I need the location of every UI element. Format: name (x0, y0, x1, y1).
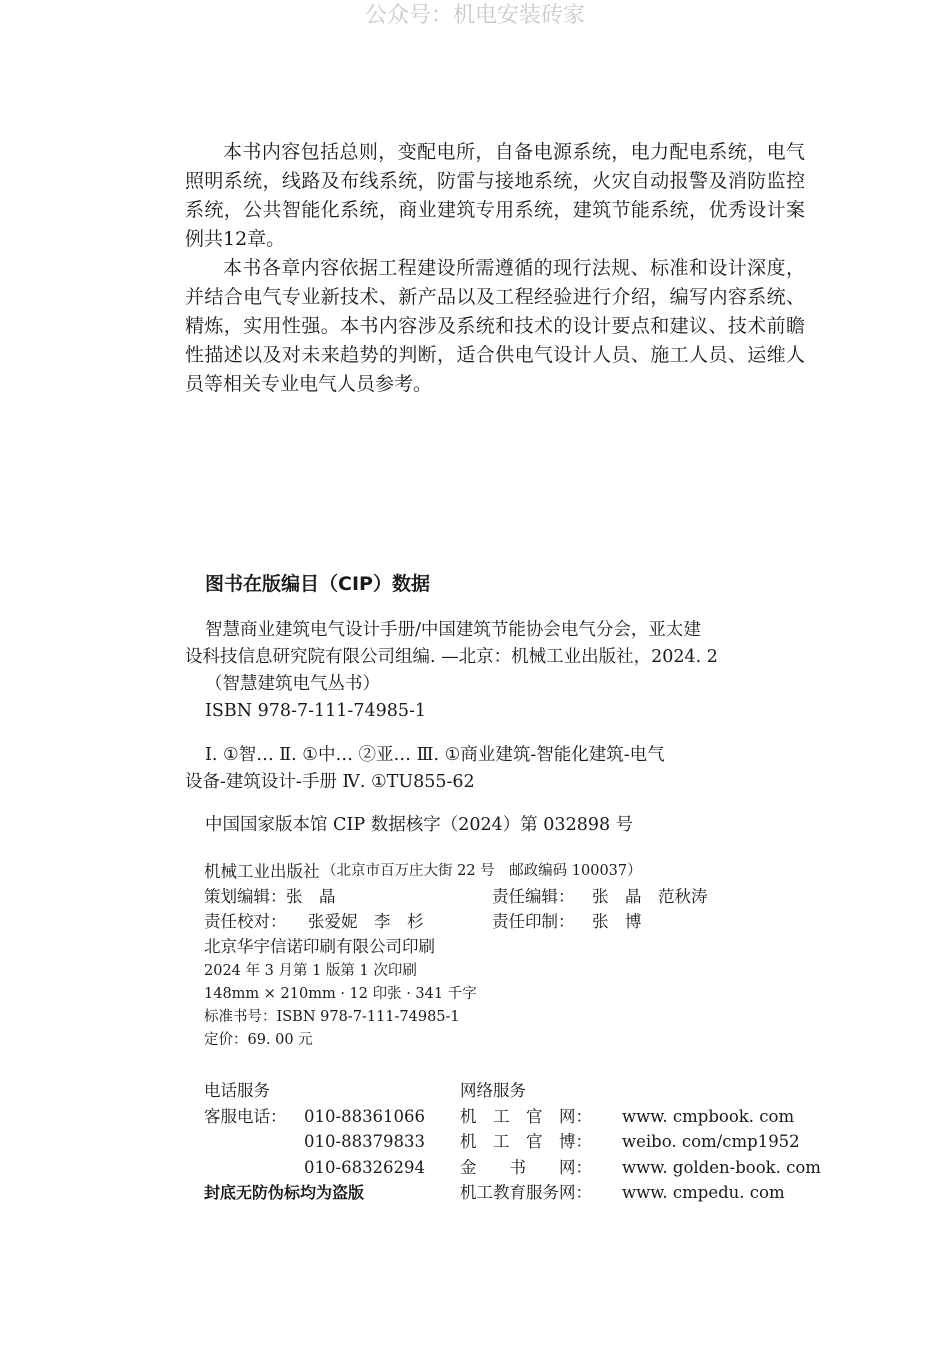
anti-piracy-notice: 封底无防伪标均为盗版 (204, 1183, 365, 1202)
standard-number-row (204, 1007, 824, 1030)
phone-label: 客服电话： (204, 1106, 287, 1126)
service-row-1 (204, 1104, 824, 1130)
phone-number-2: 010-88379833 (304, 1132, 426, 1151)
cip-record-line-2: 设科技信息研究院有限公司组编. —北京：机械工业出版社，2024. 2 (185, 647, 718, 667)
cip-number: 中国国家版本馆 CIP 数据核字（2024）第 032898 号 (205, 815, 634, 835)
network-url-2: weibo. com/cmp1952 (622, 1132, 800, 1151)
network-url-3: www. golden-book. com (622, 1157, 821, 1177)
format-row (204, 984, 824, 1007)
network-label-3: 金 书 网： (460, 1157, 592, 1177)
proofreader-row (204, 909, 824, 934)
proofreader: 张爱妮 李 杉 (308, 912, 424, 931)
phone-number-1: 010-88361066 (304, 1106, 426, 1126)
cip-title: 图书在版编目（CIP）数据 (205, 573, 430, 595)
service-row-3 (204, 1155, 824, 1181)
responsible-editor: 张 晶 范秋涛 (592, 887, 708, 906)
cip-record (185, 617, 805, 725)
network-label-4: 机工教育服务网： (460, 1183, 592, 1202)
service-row-4 (204, 1180, 824, 1206)
editor-row (204, 884, 824, 909)
cip-classification-line-1: Ⅰ. ①智… Ⅱ. ①中… ②亚… Ⅲ. ①商业建筑-智能化建筑-电气 (205, 745, 665, 765)
intro-paragraph-1: 本书内容包括总则，变配电所，自备电源系统，电力配电系统，电气照明系统，线路及布线系统，防雷与接地系统，火灾自动报警及消防监控系统，公共智能化系统，商业建筑专用系统，建筑节能系统，优秀设计案例共12章。 (185, 141, 805, 250)
price: 定价：69. 00 元 (204, 1032, 313, 1048)
printer-row (204, 934, 824, 959)
intro-paragraph-2: 本书各章内容依据工程建设所需遵循的现行法规、标准和设计深度，并结合电气专业新技术、新产品以及工程经验进行介绍，编写内容系统、精炼，实用性强。本书内容涉及系统和技术的设计要点和建议、技术前瞻性描述以及对未来趋势的判断，适合供电气设计人员、施工人员、运维人员等相关专业电气人员参考。 (185, 257, 805, 395)
service-info (204, 1078, 824, 1206)
printer: 北京华宇信诺印刷有限公司印刷 (204, 937, 435, 956)
planning-editor-label: 策划编辑： (204, 887, 287, 906)
service-heading-row (204, 1078, 824, 1104)
network-label-2: 机 工 官 博： (460, 1132, 592, 1151)
phone-service-heading: 电话服务 (204, 1081, 270, 1100)
edition-row (204, 961, 824, 984)
cip-record-line-1: 智慧商业建筑电气设计手册/中国建筑节能协会电气分会，亚太建 (205, 620, 701, 640)
service-row-2 (204, 1129, 824, 1155)
format: 148mm × 210mm · 12 印张 · 341 千字 (204, 986, 477, 1002)
print-manager-label: 责任印制： (492, 912, 575, 931)
network-url-4: www. cmpedu. com (622, 1183, 785, 1202)
network-service-heading: 网络服务 (460, 1081, 526, 1100)
phone-number-3: 010-68326294 (304, 1157, 426, 1177)
network-url-1: www. cmpbook. com (622, 1106, 795, 1126)
proofreader-label: 责任校对： (204, 912, 287, 931)
network-label-1: 机 工 官 网： (460, 1106, 592, 1126)
book-introduction (185, 138, 805, 399)
watermark: 公众号：机电安装砖家 (364, 3, 585, 28)
edition: 2024 年 3 月第 1 版第 1 次印刷 (204, 963, 417, 979)
publisher-address: （北京市百万庄大街 22 号 邮政编码 100037） (322, 863, 642, 879)
price-row (204, 1030, 824, 1053)
cip-isbn: ISBN 978-7-111-74985-1 (205, 701, 427, 721)
cip-classification (185, 742, 805, 796)
responsible-editor-label: 责任编辑： (492, 887, 575, 906)
publication-info (204, 859, 824, 1053)
print-manager: 张 博 (592, 912, 642, 931)
publisher-row (204, 859, 824, 884)
standard-number: 标准书号：ISBN 978-7-111-74985-1 (204, 1009, 460, 1025)
cip-classification-line-2: 设备-建筑设计-手册 Ⅳ. ①TU855-62 (185, 772, 475, 792)
planning-editor: 张 晶 (286, 887, 336, 906)
publisher: 机械工业出版社 (204, 862, 320, 881)
cip-number-block (185, 812, 805, 839)
cip-series: （智慧建筑电气丛书） (205, 674, 380, 694)
